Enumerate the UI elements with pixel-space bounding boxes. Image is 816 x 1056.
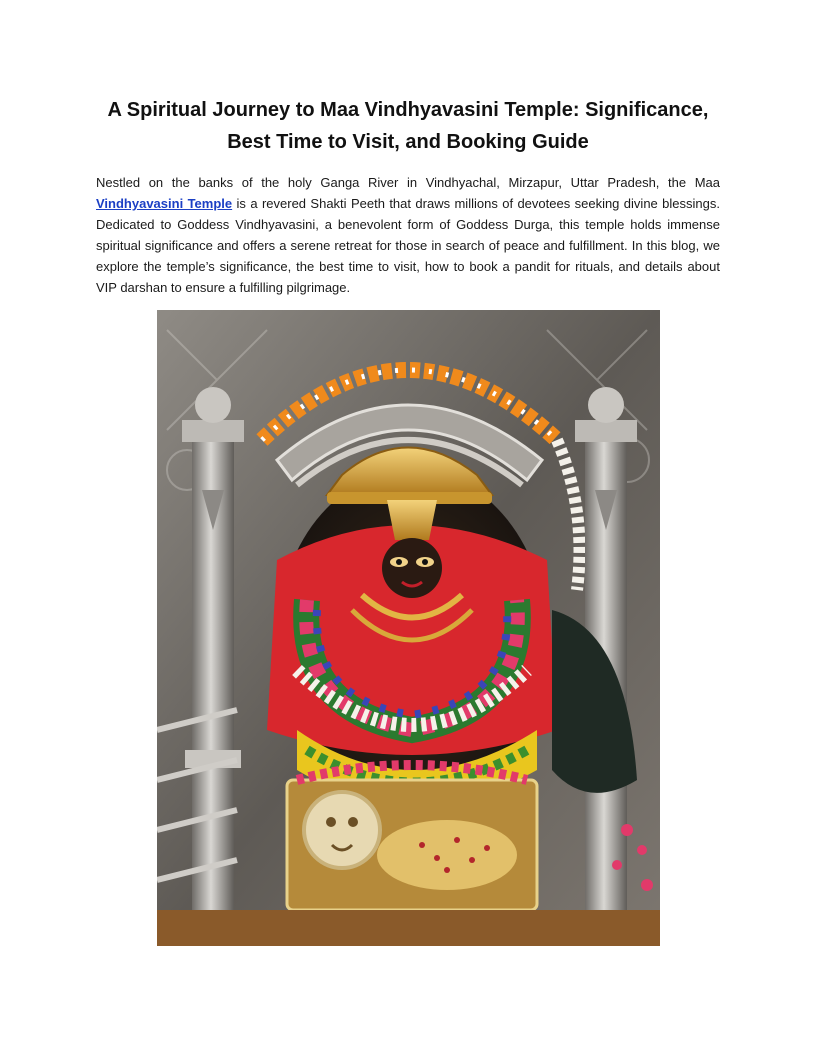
temple-deity-photo [157,310,660,946]
intro-text-end: is a revered Shakti Peeth that draws millions of devotees seeking divine blessings. Dedicated to Goddess Vindhyavasini, a benevolent form of Goddess Durga, this temple holds immense spiritual significance and offers a serene retreat for those in search of peace and fulfillment. In this blog, we explore the temple’s significance, the best time to visit, how to book a pandit for rituals, and details about VIP darshan to ensure a fulfilling pilgrimage. [96,196,720,295]
page-title [80,94,736,158]
vindhyavasini-temple-link[interactable]: Vindhyavasini Temple [96,196,233,211]
intro-paragraph [96,172,720,298]
title-line-1: A Spiritual Journey to Maa Vindhyavasini Temple: Significance, [107,99,709,121]
intro-text-start: Nestled on the banks of the holy Ganga River in Vindhyachal, Mirzapur, Uttar Pradesh, the Maa [96,175,720,190]
title-line-2: Best Time to Visit, and Booking Guide [227,131,589,153]
temple-deity-illustration [157,310,660,946]
